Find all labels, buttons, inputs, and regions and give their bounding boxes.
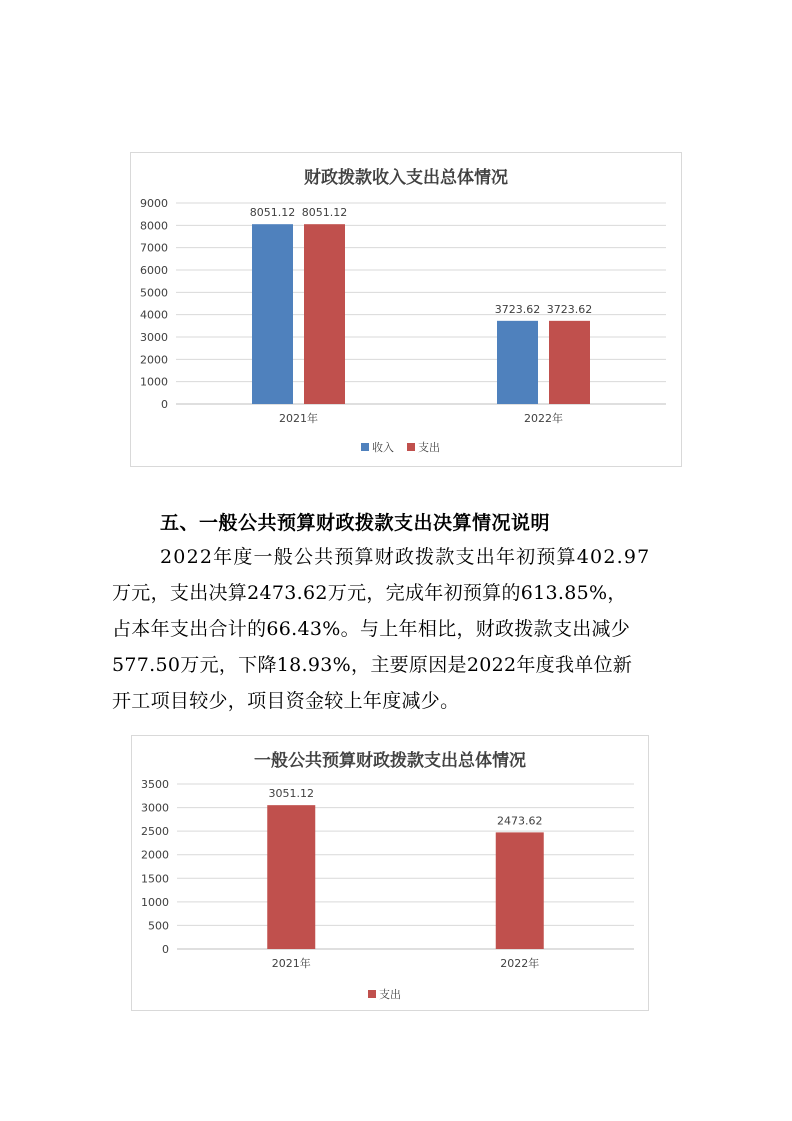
data-label: 2473.62 (497, 814, 543, 828)
x-tick-label: 2022年 (500, 957, 540, 970)
bar (304, 224, 345, 404)
bar (497, 321, 538, 404)
x-tick-label: 2022年 (524, 412, 563, 425)
bar (252, 224, 293, 404)
bar (267, 805, 315, 949)
legend-swatch (368, 990, 376, 998)
y-tick-label: 9000 (140, 197, 168, 210)
y-tick-label: 6000 (140, 264, 168, 277)
chart-plot (131, 153, 683, 468)
data-label: 8051.12 (301, 206, 348, 220)
y-tick-label: 7000 (140, 241, 168, 255)
y-tick-label: 8000 (140, 219, 168, 233)
legend-label: 支出 (418, 441, 440, 454)
data-label: 3051.12 (268, 787, 314, 801)
y-tick-label: 2500 (141, 825, 169, 839)
chart-income-expense (130, 152, 682, 467)
chart-title: 一般公共预算财政拨款支出总体情况 (254, 751, 526, 771)
y-tick-label: 5000 (140, 286, 168, 300)
y-tick-label: 1000 (140, 375, 168, 389)
y-tick-label: 2000 (140, 353, 168, 367)
y-tick-label: 1000 (141, 895, 169, 909)
data-label: 3723.62 (494, 302, 541, 316)
y-tick-label: 1500 (141, 872, 169, 886)
data-label: 3723.62 (546, 302, 593, 316)
section-heading: 五、一般公共预算财政拨款支出决算情况说明 (160, 512, 551, 534)
y-tick-label: 3000 (141, 801, 169, 815)
x-tick-label: 2021年 (271, 957, 311, 970)
legend-label: 收入 (372, 441, 394, 454)
y-tick-label: 3000 (140, 331, 168, 344)
y-tick-label: 4000 (140, 308, 168, 322)
paragraph-line: 万元，支出决算2473.62万元，完成年初预算的613.85%， (112, 582, 627, 604)
paragraph-line: 577.50万元，下降18.93%，主要原因是2022年度我单位新 (112, 654, 633, 676)
chart-title: 财政拨款收入支出总体情况 (304, 168, 508, 188)
y-tick-label: 0 (161, 398, 168, 411)
y-tick-label: 2000 (141, 848, 169, 862)
legend-label: 支出 (379, 988, 401, 1001)
legend-swatch (361, 443, 369, 451)
y-tick-label: 500 (148, 919, 169, 933)
paragraph-line: 占本年支出合计的66.43%。与上年相比，财政拨款支出减少 (112, 618, 631, 640)
y-tick-label: 3500 (141, 778, 169, 791)
chart-plot (132, 736, 650, 1012)
x-tick-label: 2021年 (279, 412, 318, 425)
data-label: 8051.12 (249, 206, 296, 220)
chart-general-budget-expense (131, 735, 649, 1011)
bar (496, 832, 544, 949)
legend-swatch (407, 443, 415, 451)
bar (549, 321, 590, 404)
y-tick-label: 0 (162, 943, 169, 956)
paragraph-line: 开工项目较少，项目资金较上年度减少。 (112, 690, 460, 712)
paragraph-line: 2022年度一般公共预算财政拨款支出年初预算402.97 (160, 546, 651, 568)
